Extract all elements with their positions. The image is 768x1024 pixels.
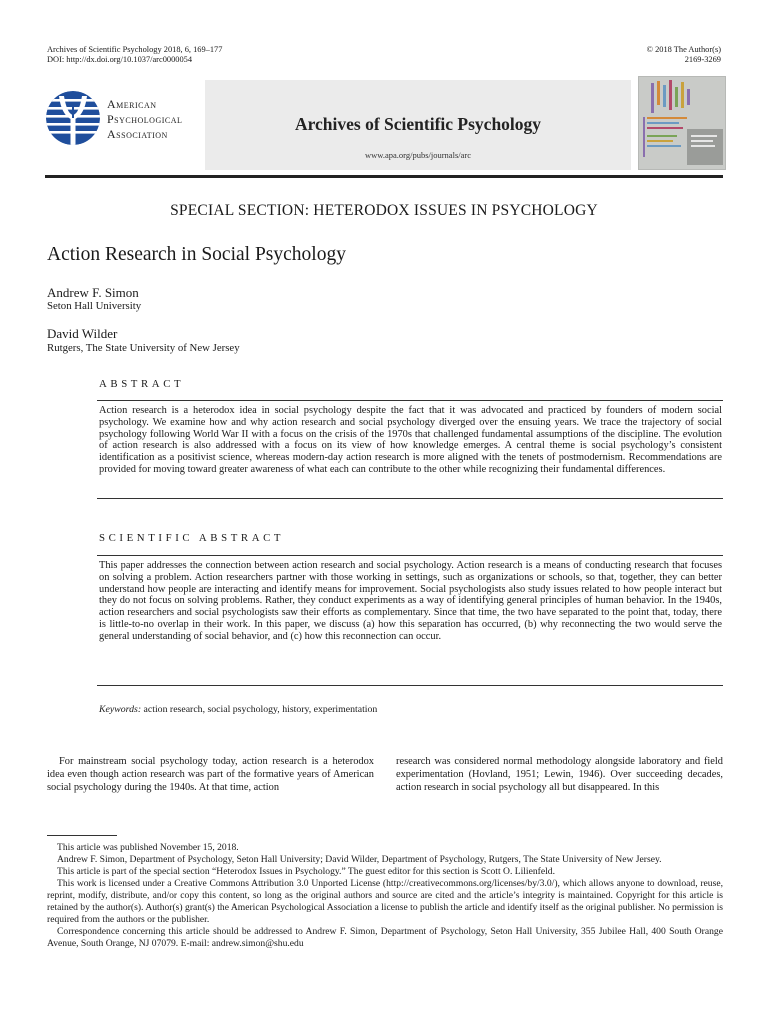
running-header-left (47, 45, 222, 65)
journal-banner (205, 80, 631, 170)
body-column-right: research was considered normal methodology alongside laboratory and field experimentation (Hovland, 1951; Lewin, 1946). Over succeeding decades, action research in social psychology all but disappeared. In this (396, 756, 723, 794)
author-name: Andrew F. Simon (47, 285, 139, 300)
header-rule (45, 175, 723, 178)
scientific-abstract-rule-bottom (97, 685, 723, 686)
journal-url[interactable]: www.apa.org/pubs/journals/arc (365, 150, 471, 160)
copyright: © 2018 The Author(s) (646, 45, 721, 54)
footnote-published: This article was published November 15, 2018. (57, 842, 239, 853)
footnote-affiliations: Andrew F. Simon, Department of Psychology, Seton Hall University; David Wilder, Department of Psychology, Rutgers, The State University of New Jersey. (57, 854, 662, 865)
scientific-abstract-heading: SCIENTIFIC ABSTRACT (99, 532, 285, 544)
keywords-label: Keywords: (99, 704, 142, 715)
apa-globe-icon (45, 90, 101, 146)
apa-logo (45, 90, 205, 156)
footnotes (47, 842, 723, 950)
keywords (99, 704, 377, 715)
author-affiliation: Seton Hall University (47, 300, 142, 312)
body-column-left: For mainstream social psychology today, action research is a heterodox idea even though action research was part of the formative years of American social psychology during the 1940s. At that time, action (47, 756, 374, 794)
footnote-rule (47, 835, 117, 836)
citation: Archives of Scientific Psychology 2018, 6, 169–177 (47, 45, 223, 54)
abstract-rule-top (97, 400, 723, 401)
article-title: Action Research in Social Psychology (47, 244, 346, 265)
author-name: David Wilder (47, 326, 118, 341)
footnote-special-section: This article is part of the special section “Heterodox Issues in Psychology.” The guest editor for this section is Scott O. Lilienfeld. (57, 866, 555, 877)
scientific-abstract-rule-top (97, 555, 723, 556)
journal-title: Archives of Scientific Psychology (294, 114, 542, 134)
apa-wordmark: American Psychological Association (107, 97, 183, 141)
abstract-text: Action research is a heterodox idea in social psychology despite the fact that it was advocated and practiced by founders of modern social psychology. We examine how and why action research and social psychology diverged over the ensuing years. We trace the trajectory of social psychology following World War II with a focus on the crisis of the 1970s that challenged fundamental assumptions of the discipline. The evolution of action research is also addressed with a focus on its view of how knowledge emerges. A central theme is social psychology’s consistent identification as a positivist science, whereas modern-day action research is more aligned with the tenets of postmodernism. Recommendations are provided for moving toward greater awareness of what each can contribute to the other while recognizing their fundamental differences. (99, 405, 722, 475)
abstract-rule-bottom (97, 498, 723, 499)
scientific-abstract-text: This paper addresses the connection between action research and social psychology. Action research is a means of conducting research that focuses on solving a problem. Action researchers partner with those working in settings, such as organizations or schools, so that, together, they can better understand how people are interacting and identify means for improvement. Social psychologists also study issues related to how people interact but they do not focus on solving problems. Rather, they conduct experiments as a way of identifying general principles of human behavior. In the 1940s, action researchers and social psychologists saw their efforts as complementary. Since that time, the two have separated to the point that, today, there is little-to-no overlap in their work. In this paper, we discuss (a) how this separation has occurred, (b) why reconnecting the two would serve the general understanding of social behavior, and (c) how this reconnection can occur. (99, 560, 722, 642)
author-affiliation: Rutgers, The State University of New Jersey (47, 342, 240, 354)
doi-link[interactable]: DOI: http://dx.doi.org/10.1037/arc0000054 (47, 55, 193, 64)
footnote-license: This work is licensed under a Creative Commons Attribution 3.0 Unported License (http://creativecommons.org/licenses/by/3.0/), which allows anyone to download, reuse, reprint, modify, distribute, and/or copy this content, so long as the original authors and source are cited and the article’s integrity is maintained. Copyright for this article is retained by the author(s). Author(s) grant(s) the American Psychological Association a license to publish the article and identify itself as the original publisher. No permission is required from the authors or the publisher. (47, 878, 723, 925)
journal-cover-image (638, 76, 726, 170)
issn: 2169-3269 (684, 55, 721, 64)
keywords-text: action research, social psychology, history, experimentation (143, 704, 378, 715)
footnote-correspondence: Correspondence concerning this article should be addressed to Andrew F. Simon, Department of Psychology, Seton Hall University, 355 Jubilee Hall, 400 South Orange Avenue, South Orange, NJ 07079. E-mail: andrew.simon@shu.edu (47, 926, 723, 949)
special-section-title: SPECIAL SECTION: HETERODOX ISSUES IN PSYCHOLOGY (170, 202, 598, 219)
cover-art (639, 77, 725, 169)
abstract-heading: ABSTRACT (99, 378, 185, 390)
running-header-right (647, 45, 721, 65)
